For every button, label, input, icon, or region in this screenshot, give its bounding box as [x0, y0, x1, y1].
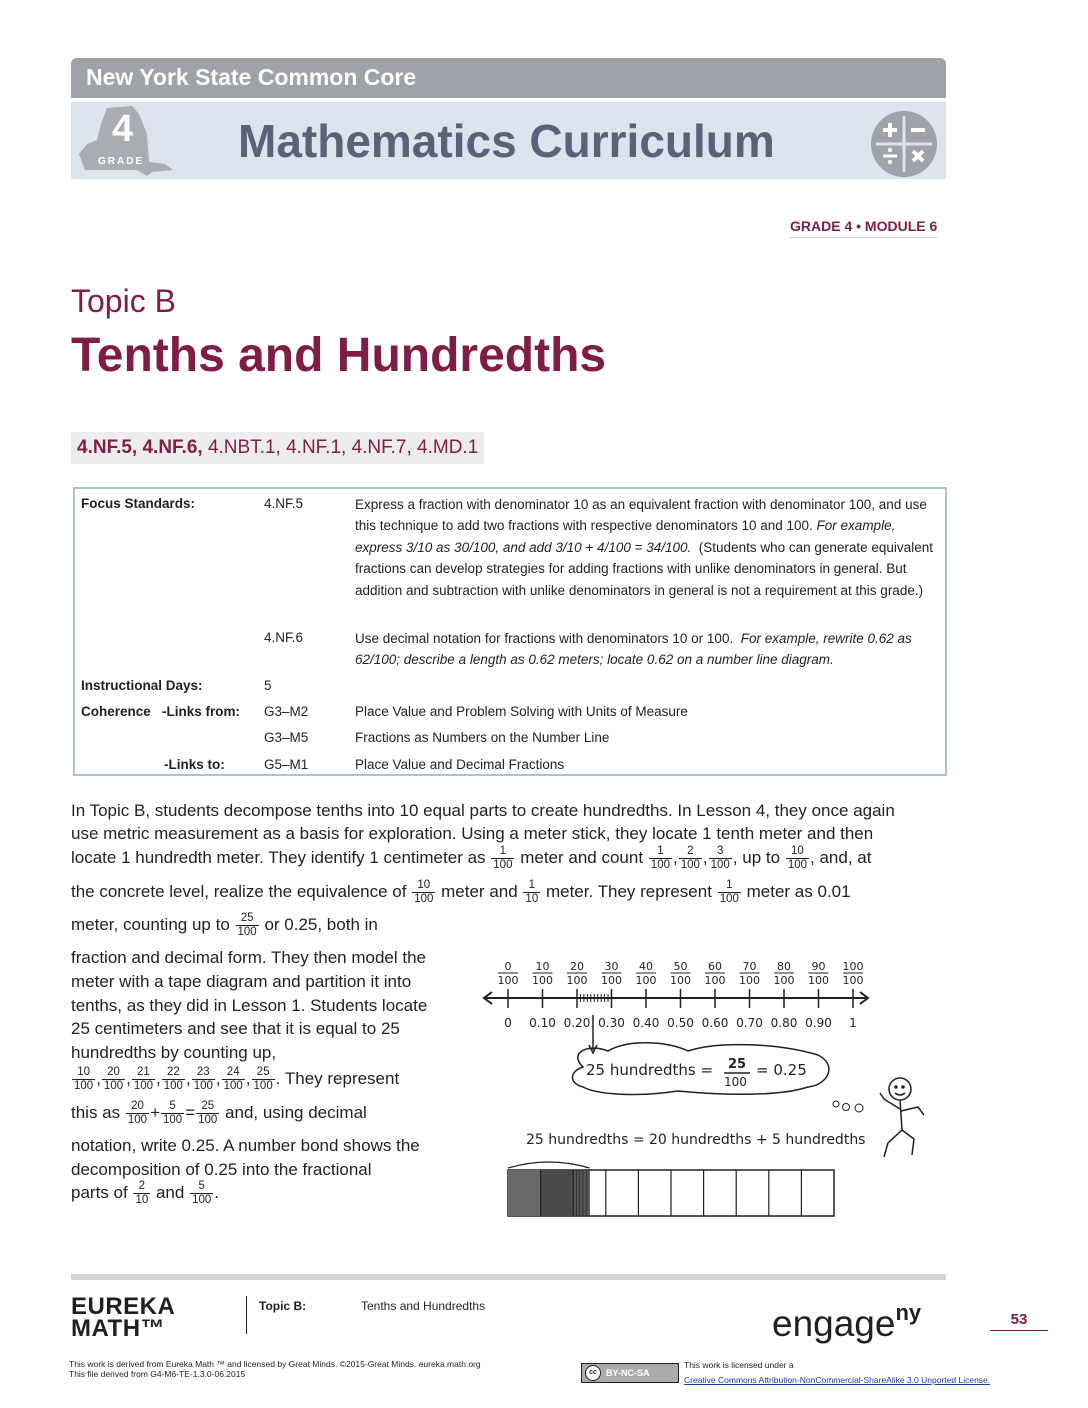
- fraction-1-100: $\frac{1}{100}$: [650, 845, 670, 871]
- fraction-5-100: $\frac{5}{100}$: [163, 1100, 183, 1126]
- cloud-denominator: 100: [724, 1075, 747, 1089]
- shaded-hundredth: [576, 1170, 579, 1216]
- text-segment: or 0.25, both in: [264, 914, 378, 934]
- standard-code-nf5: 4.NF.5: [264, 496, 304, 511]
- instructional-days-value: 5: [264, 678, 272, 693]
- decimal-label: 0.90: [805, 1016, 832, 1030]
- fraction-21-100: $\frac{21}{100}$: [133, 1066, 154, 1092]
- standards-bold: 4.NF.5, 4.NF.6,: [77, 437, 203, 458]
- top-fraction-denominator: 100: [635, 974, 657, 987]
- fraction-20-100: $\frac{20}{100}$: [127, 1100, 148, 1126]
- shaded-hundredth: [583, 1170, 586, 1216]
- fraction-20-100: $\frac{20}{100}$: [103, 1066, 124, 1092]
- standards-list: [71, 432, 484, 464]
- standards-other: 4.NBT.1, 4.NF.1, 4.NF.7, 4.MD.1: [202, 437, 479, 458]
- cc-icon: cc: [585, 1365, 601, 1381]
- logo-text: engage: [772, 1303, 896, 1344]
- fraction-10-100: $\frac{10}{100}$: [414, 879, 434, 905]
- top-fraction-denominator: 100: [842, 974, 864, 987]
- shaded-hundredth: [586, 1170, 589, 1216]
- top-fraction-numerator: 70: [742, 960, 757, 973]
- grade-number: 4: [112, 108, 134, 150]
- fraction-25-100: $\frac{25}{100}$: [253, 1066, 273, 1092]
- top-fraction-numerator: 0: [504, 960, 512, 973]
- body-counting-fractions: $\frac{10}{100}$ , $\frac{20}{100}$ , $\frac{21}{100}$ , $\frac{22}{100}$ , $\frac{23}{100}$ , $\frac{24}{100}$ , $\frac{25}{100}$ . They represent: [74, 1066, 400, 1092]
- topic-title: Tenths and Hundredths: [71, 329, 607, 382]
- standard-code-nf6: 4.NF.6: [264, 630, 304, 645]
- focus-standards-table: [73, 487, 947, 776]
- curriculum-title: Mathematics Curriculum: [238, 115, 775, 167]
- math-operations-icon: [870, 110, 938, 178]
- top-fraction-numerator: 20: [570, 960, 584, 973]
- text-segment: , and, at: [810, 847, 872, 867]
- text-segment: and: [155, 1182, 185, 1202]
- logo-line-2: MATH™: [71, 1315, 166, 1342]
- focus-standards-label: Focus Standards:: [81, 496, 196, 511]
- top-fraction-numerator: 40: [639, 960, 653, 973]
- header-top-title: New York State Common Core: [86, 64, 417, 90]
- decimal-label: 0.80: [770, 1016, 798, 1030]
- text-segment: the concrete level, realize the equivalence of: [71, 881, 407, 901]
- cloud-numerator: 25: [728, 1057, 747, 1072]
- decimal-label: 0.10: [529, 1016, 556, 1030]
- link2-code: G3–M5: [264, 730, 309, 745]
- top-fraction-denominator: 100: [773, 974, 795, 987]
- logo-sup: ny: [895, 1300, 922, 1325]
- shaded-tenth: [508, 1170, 541, 1216]
- std1-note: (Students who can generate equivalent fractions can develop strategies for adding fractions with unlike denominators in general. But addition and subtraction with unlike denominators in general is not a requirement at this grade.): [355, 539, 933, 598]
- std1-text: Express a fraction with denominator 10 as an equivalent fraction with denominator 100, and use this technique to add two fractions with respective denominators 10 and 100.: [355, 497, 927, 534]
- number-line-drawing: [478, 955, 878, 1225]
- decimal-label: 0.50: [667, 1016, 694, 1030]
- decimal-label: 0: [504, 1016, 512, 1030]
- stick-figure-icon: [872, 1075, 932, 1165]
- body-final-line: [71, 1180, 219, 1207]
- decimal-label: 0.40: [632, 1016, 660, 1030]
- link1-code: G3–M2: [264, 704, 309, 719]
- std2-text: Use decimal notation for fractions with denominators 10 or 100.: [355, 631, 734, 646]
- decimal-labels: [504, 1016, 857, 1030]
- top-fraction-denominator: 100: [739, 974, 760, 987]
- license-line-2: This file derived from G4-M6-TE-1.3.0-06.2015: [69, 1369, 246, 1379]
- decimal-label: 0.60: [701, 1016, 729, 1030]
- body-line-3: locate 1 hundredth meter. They identify 1 centimeter as $\frac{1}{100}$ meter and count $\frac{1}{100}$ , $\frac{2}{100}$ , $\frac{3}{100}$ , up to $\frac{10}{100}$ , and, at: [71, 845, 872, 871]
- top-fraction-denominator: 100: [808, 974, 829, 987]
- top-fraction-numerator: 30: [604, 960, 619, 973]
- fraction-25-100: $\frac{25}{100}$: [237, 912, 257, 938]
- top-fraction-numerator: 90: [811, 960, 826, 973]
- license-link[interactable]: Creative Commons Attribution-NonCommercial-ShareAlike 3.0 Unported License.: [684, 1375, 991, 1385]
- fraction-24-100: $\frac{24}{100}$: [223, 1066, 243, 1092]
- text-segment: meter. They represent: [545, 881, 712, 901]
- top-fraction-denominator: 100: [670, 974, 691, 987]
- top-fraction-numerator: 80: [777, 960, 791, 973]
- fraction-2-100: $\frac{2}{100}$: [680, 845, 700, 871]
- decimal-label: 0.70: [736, 1016, 763, 1030]
- decimal-label: 0.30: [598, 1016, 625, 1030]
- engageny-logo: [772, 1300, 921, 1345]
- fraction-3-100: $\frac{3}{100}$: [710, 845, 730, 871]
- fraction-25-100: $\frac{25}{100}$: [198, 1100, 218, 1126]
- standard-text-nf6: [355, 628, 943, 671]
- fraction-1-10: $\frac{1}{10}$: [525, 879, 539, 905]
- fraction-10-100: $\frac{10}{100}$: [74, 1066, 94, 1092]
- top-fraction-denominator: 100: [704, 974, 726, 987]
- eureka-math-logo: [71, 1293, 176, 1342]
- body-line-4: [71, 879, 851, 906]
- page-number: 53: [990, 1311, 1048, 1331]
- standard-text-nf5: [355, 494, 943, 601]
- body-paragraph-2: fraction and decimal form. They then model the meter with a tape diagram and partition it into tenths, as they did in Lesson 1. Students locate 25 centimeters and see that it is equal to 25 hundredths by counting up,: [71, 948, 428, 1063]
- fraction-1-100: $\frac{1}{100}$: [719, 879, 739, 905]
- body-line-2: use metric measurement as a basis for exploration. Using a meter stick, they locate 1 tenth meter and then: [71, 824, 874, 843]
- fraction-2-10: $\frac{2}{10}$: [135, 1180, 149, 1206]
- fraction-23-100: $\frac{23}{100}$: [193, 1066, 213, 1092]
- license-line-1: This work is derived from Eureka Math ™ and licensed by Great Minds. ©2015-Great Minds. eureka math.org: [69, 1359, 481, 1369]
- links-to-label: -Links to:: [164, 757, 225, 772]
- link2-text: Fractions as Numbers on the Number Line: [355, 730, 610, 745]
- fraction-22-100: $\frac{22}{100}$: [163, 1066, 183, 1092]
- std2-example: For example, rewrite 0.62 as 62/100; describe a length as 0.62 meters; locate 0.62 on a number line diagram.: [355, 631, 912, 668]
- text-segment: parts of: [71, 1182, 128, 1202]
- top-fraction-numerator: 100: [842, 960, 864, 973]
- topic-label: Topic B: [71, 283, 176, 319]
- text-segment: meter as 0.01: [746, 881, 851, 901]
- link3-code: G5–M1: [264, 757, 309, 772]
- footer-topic-title: Tenths and Hundredths: [361, 1299, 486, 1313]
- fraction-1-100: $\frac{1}{100}$: [493, 845, 513, 871]
- body-paragraph-3: notation, write 0.25. A number bond shows the decomposition of 0.25 into the fractional: [71, 1136, 420, 1179]
- top-fraction-numerator: 60: [708, 960, 722, 973]
- body-sum-line: this as $\frac{20}{100}$ + $\frac{5}{100}$ = $\frac{25}{100}$ and, using decimal: [71, 1100, 367, 1126]
- top-fraction-denominator: 100: [601, 974, 622, 987]
- footer-topic-label: Topic B:: [259, 1299, 307, 1313]
- body-line-1: In Topic B, students decompose tenths into 10 equal parts to create hundredths. In Lesson 4, they once again: [71, 801, 895, 820]
- grade-label: GRADE: [98, 156, 145, 167]
- text-segment: meter and: [441, 881, 518, 901]
- text-segment: .: [214, 1182, 219, 1202]
- link1-text: Place Value and Problem Solving with Units of Measure: [355, 704, 688, 719]
- top-fraction-denominator: 100: [497, 974, 519, 987]
- fraction-5-100: $\frac{5}{100}$: [192, 1180, 212, 1206]
- body-line-5: [71, 912, 378, 939]
- coherence-links-from-label: Coherence -Links from:: [81, 704, 241, 719]
- text-segment: and, using decimal: [225, 1102, 367, 1122]
- text-segment: . They represent: [275, 1068, 400, 1088]
- top-fraction-denominator: 100: [532, 974, 553, 987]
- top-fraction-denominator: 100: [566, 974, 588, 987]
- cloud-text-a: 25 hundredths =: [586, 1061, 714, 1079]
- cc-license-badge[interactable]: BY-NC-SA: [581, 1363, 679, 1383]
- std1-example: For example, express 3/10 as 30/100, and add 3/10 + 4/100 = 34/100.: [355, 518, 896, 555]
- logo-line-1: EUREKA: [71, 1293, 176, 1320]
- cloud-text-b: = 0.25: [756, 1061, 807, 1079]
- top-fraction-numerator: 10: [535, 960, 550, 973]
- text-segment: meter and count: [520, 847, 644, 867]
- fraction-10-100: $\frac{10}{100}$: [787, 845, 808, 871]
- equation-text: 25 hundredths = 20 hundredths + 5 hundredths: [526, 1132, 866, 1148]
- grade-module-label: GRADE 4 • MODULE 6: [790, 218, 937, 238]
- footer-bar: [71, 1274, 946, 1280]
- link3-text: Place Value and Decimal Fractions: [355, 757, 565, 772]
- decimal-label: 0.20: [563, 1016, 591, 1030]
- shaded-tenth: [541, 1170, 574, 1216]
- license-line-3: This work is licensed under a: [684, 1360, 794, 1370]
- shaded-hundredth: [580, 1170, 583, 1216]
- footer-divider: [246, 1296, 247, 1334]
- text-segment: , up to: [732, 847, 781, 867]
- tape-brace: [508, 1162, 590, 1168]
- tape-diagram: [508, 1162, 834, 1216]
- top-fraction-numerator: 50: [673, 960, 688, 973]
- decimal-label: 1: [849, 1016, 857, 1030]
- top-fraction-labels: [498, 960, 864, 987]
- text-segment: this as: [71, 1102, 121, 1122]
- instructional-days-label: Instructional Days:: [81, 678, 203, 693]
- text-segment: locate 1 hundredth meter. They identify 1 centimeter as: [71, 847, 486, 867]
- text-segment: meter, counting up to: [71, 914, 230, 934]
